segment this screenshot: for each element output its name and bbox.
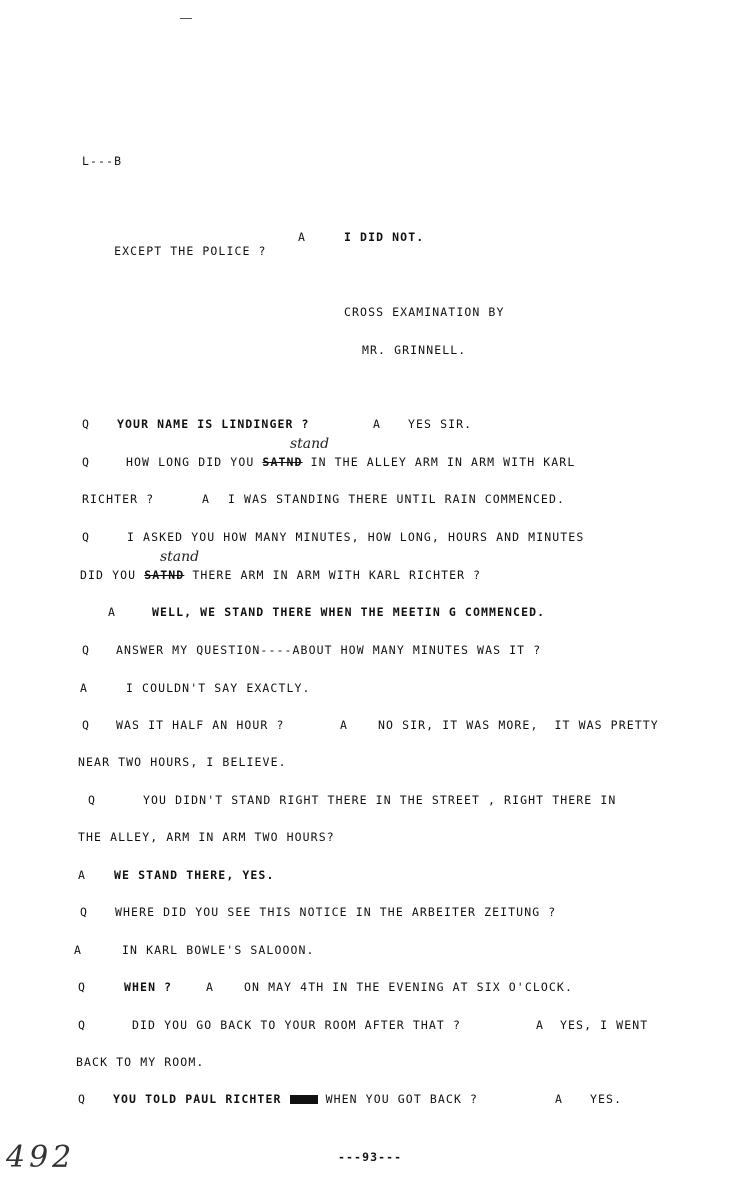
answer-text: I DID NOT. (344, 230, 425, 244)
answer-text: NEAR TWO HOURS, I BELIEVE. (78, 755, 287, 769)
q-marker: Q (82, 455, 91, 469)
answer-marker: A (340, 718, 349, 732)
answer-marker: A (536, 1018, 545, 1032)
question-text: YOU DIDN'T STAND RIGHT THERE IN THE STREET , RIGHT THERE IN (143, 793, 617, 807)
answer-text: YES. (590, 1092, 623, 1106)
answer-text: BACK TO MY ROOM. (76, 1055, 205, 1069)
a-marker: A (74, 943, 83, 957)
ink-blot (290, 1095, 318, 1104)
answer-text: I COULDN'T SAY EXACTLY. (126, 681, 311, 695)
a-marker: A (108, 605, 117, 619)
answer-marker: A (202, 492, 211, 506)
q-marker: Q (82, 417, 91, 431)
answer-text: WE STAND THERE, YES. (114, 868, 275, 882)
answer-text: YES SIR. (408, 417, 473, 431)
answer-text: WELL, WE STAND THERE WHEN THE MEETIN G COMMENCED. (152, 605, 546, 619)
answer-text: IN KARL BOWLE'S SALOOON. (122, 943, 315, 957)
q-marker: Q (82, 718, 91, 732)
question-text: WHEN ? (124, 980, 173, 994)
answer-text: I WAS STANDING THERE UNTIL RAIN COMMENCED. (228, 492, 565, 506)
q-marker: Q (82, 643, 91, 657)
question-text: I ASKED YOU HOW MANY MINUTES, HOW LONG, HOURS AND MINUTES (127, 530, 585, 544)
q-marker: Q (88, 793, 97, 807)
struck-word: SATND (144, 568, 185, 582)
question-text: THE ALLEY, ARM IN ARM TWO HOURS? (78, 830, 335, 844)
question-text: DID YOU SATND THERE ARM IN ARM WITH KARL RICHTER ? (80, 568, 482, 582)
answer-marker: A (555, 1092, 564, 1106)
question-text: YOU TOLD PAUL RICHTER WHEN YOU GOT BACK ? (113, 1092, 479, 1106)
top-mark (180, 18, 192, 19)
a-marker: A (78, 868, 87, 882)
a-marker: A (80, 681, 89, 695)
q-marker: Q (78, 980, 87, 994)
q-marker: Q (78, 1018, 87, 1032)
handwritten-correction: stand (160, 549, 200, 565)
answer-text: ON MAY 4TH IN THE EVENING AT SIX O'CLOCK. (244, 980, 573, 994)
examiner-name: MR. GRINNELL. (362, 343, 467, 357)
answer-marker: A (373, 417, 382, 431)
question-text: ANSWER MY QUESTION----ABOUT HOW MANY MINUTES WAS IT ? (116, 643, 542, 657)
q-marker: Q (80, 905, 89, 919)
testimony-line-0 (82, 230, 267, 272)
answer-text: YES, I WENT (560, 1018, 649, 1032)
page-code: L---B (82, 154, 123, 168)
question-text: RICHTER ? (82, 492, 155, 506)
question-text: WAS IT HALF AN HOUR ? (116, 718, 285, 732)
answer-marker: A (298, 230, 307, 244)
struck-word: SATND (262, 455, 303, 469)
q-marker: Q (78, 1092, 87, 1106)
question-text: WHERE DID YOU SEE THIS NOTICE IN THE ARBEITER ZEITUNG ? (115, 905, 557, 919)
question-text: HOW LONG DID YOU SATND IN THE ALLEY ARM IN ARM WITH KARL (126, 455, 576, 469)
section-heading: CROSS EXAMINATION BY (344, 305, 505, 319)
handwritten-folio: 492 (6, 1140, 76, 1175)
handwritten-correction: stand (290, 436, 330, 452)
question-text: DID YOU GO BACK TO YOUR ROOM AFTER THAT ? (132, 1018, 461, 1032)
answer-text: NO SIR, IT WAS MORE, IT WAS PRETTY (378, 718, 659, 732)
page-number: ---93--- (338, 1150, 403, 1164)
answer-marker: A (206, 980, 215, 994)
question-text: EXCEPT THE POLICE ? (114, 244, 267, 258)
question-text: YOUR NAME IS LINDINGER ? (117, 417, 310, 431)
q-marker: Q (82, 530, 91, 544)
